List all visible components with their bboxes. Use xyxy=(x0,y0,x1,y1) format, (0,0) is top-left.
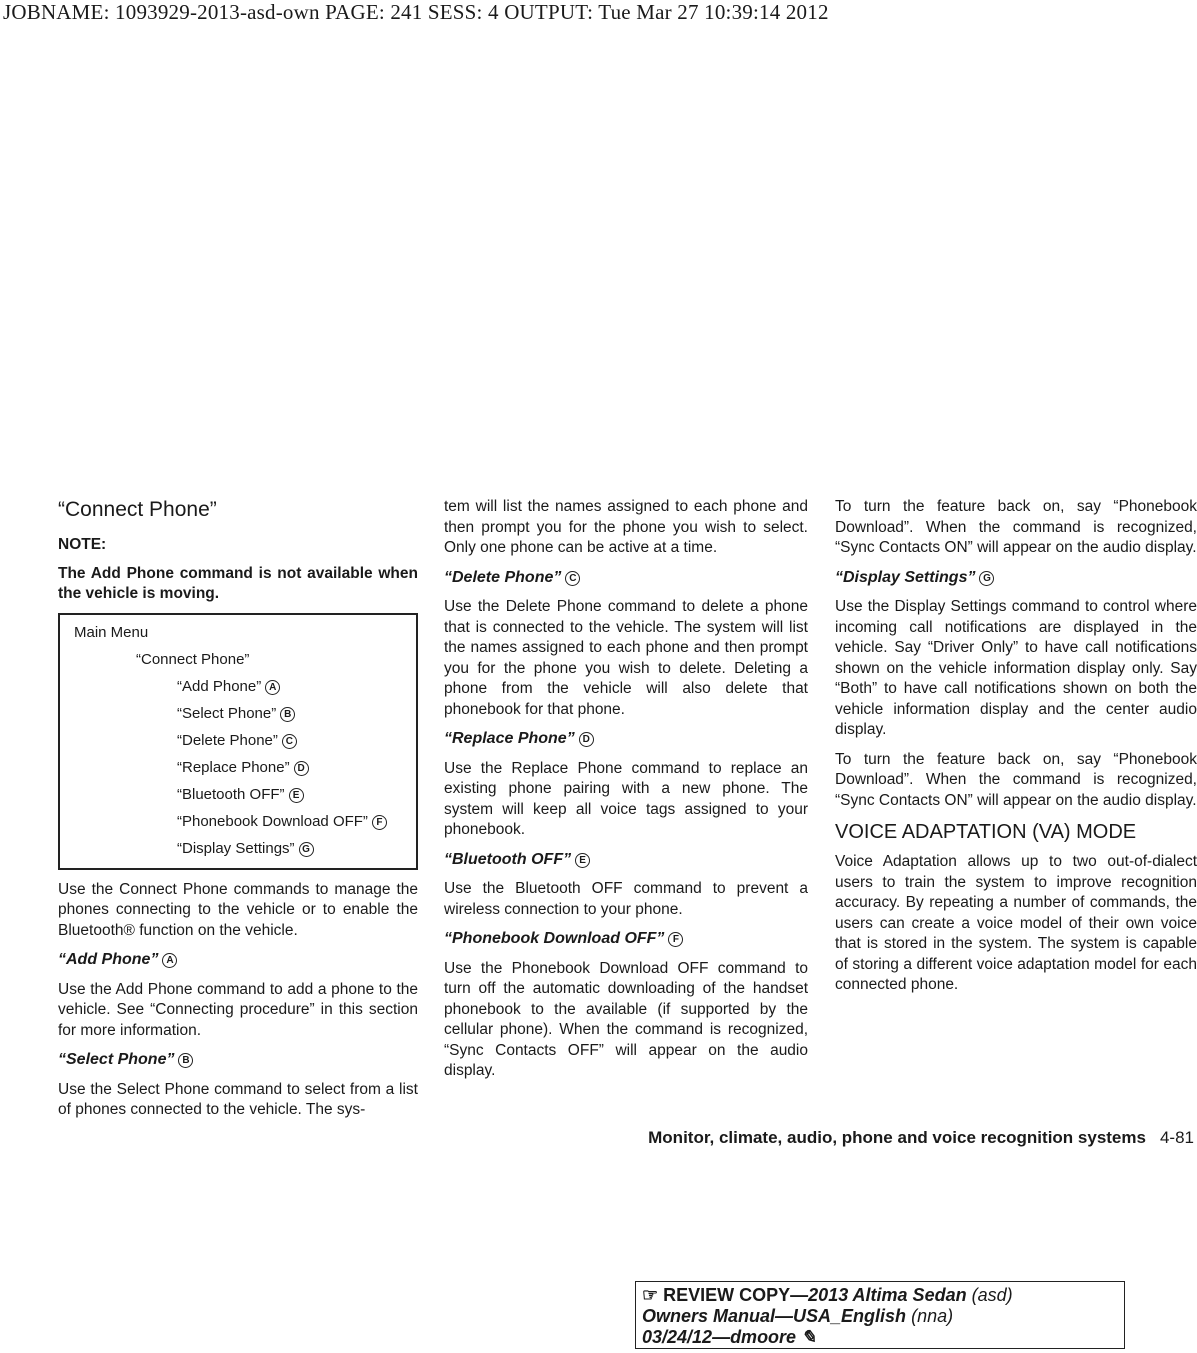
note-text: The Add Phone command is not available when the vehicle is moving. xyxy=(58,564,418,602)
column-1 xyxy=(58,497,418,1130)
review-copy-box xyxy=(635,1281,1125,1349)
menu-item: “Delete Phone” C xyxy=(74,727,406,754)
review-model: 2013 Altima Sedan xyxy=(808,1285,967,1305)
delete-phone-heading: “Delete Phone” C xyxy=(444,568,808,589)
va-text: Voice Adaptation allows up to two out-of-dialect users to train the system to improve recognition accuracy. By repeating a number of commands, the users can create a voice model of their own voice that is stored in the system. The system is capable of storing a different voice adaptation model for each connected phone. xyxy=(835,853,1197,993)
menu-item: “Add Phone” A xyxy=(74,673,406,700)
display-settings-heading: “Display Settings” G xyxy=(835,568,1197,589)
page-number: 4-81 xyxy=(1159,1128,1194,1147)
turn-on-text-2: To turn the feature back on, say “Phonebook Download”. When the command is recognized, “Sync Contacts ON” will appear on the audio display. xyxy=(835,750,1197,809)
replace-phone-heading: “Replace Phone” D xyxy=(444,729,808,750)
footer-section: Monitor, climate, audio, phone and voice recognition systems xyxy=(648,1128,1146,1147)
display-settings-text: Use the Display Settings command to control where incoming call notifications are displayed in the vehicle. Say “Driver Only” to have call notifications shown on the vehicle information display only. Say “Both” to have call notifications shown on both the vehicle information display and the center audio display. xyxy=(835,598,1197,738)
menu-root: Main Menu xyxy=(74,623,149,641)
job-header: JOBNAME: 1093929-2013-asd-own PAGE: 241 SESS: 4 OUTPUT: Tue Mar 27 10:39:14 2012 xyxy=(3,0,829,24)
menu-item: “Display Settings” G xyxy=(74,835,406,862)
menu-tree-box xyxy=(58,613,418,870)
phonebook-off-heading: “Phonebook Download OFF” F xyxy=(444,929,808,950)
select-phone-cont: tem will list the names assigned to each phone and then prompt you for the phone you wish to select. Only one phone can be active at a time. xyxy=(444,498,808,556)
badge-b-icon: B xyxy=(280,707,295,722)
select-phone-text: Use the Select Phone command to select from a list of phones connected to the vehicle. The sys- xyxy=(58,1080,418,1118)
badge-b-icon: B xyxy=(178,1053,193,1068)
badge-c-icon: C xyxy=(282,734,297,749)
review-prefix: ☞ REVIEW COPY— xyxy=(642,1285,809,1305)
menu-item: “Select Phone” B xyxy=(74,700,406,727)
review-model-code: (asd) xyxy=(971,1285,1013,1305)
badge-f-icon: F xyxy=(668,932,683,947)
badge-d-icon: D xyxy=(579,732,594,747)
turn-on-text-1: To turn the feature back on, say “Phonebook Download”. When the command is recognized, “Sync Contacts ON” will appear on the audio display. xyxy=(835,498,1197,556)
intro-text: Use the Connect Phone commands to manage the phones connecting to the vehicle or to enable the Bluetooth® function on the vehicle. xyxy=(58,880,418,939)
select-phone-heading: “Select Phone” B xyxy=(58,1050,418,1071)
section-title: “Connect Phone” xyxy=(58,498,217,521)
bluetooth-off-heading: “Bluetooth OFF” E xyxy=(444,850,808,871)
badge-c-icon: C xyxy=(565,571,580,586)
menu-item: “Replace Phone” D xyxy=(74,754,406,781)
column-2 xyxy=(444,497,808,1091)
phonebook-off-text: Use the Phonebook Download OFF command to turn off the automatic downloading of the handset phonebook to the available (if supported by the cellular phone). When the command is recognized, “Sync Contacts OFF” will appear on the audio display. xyxy=(444,959,808,1079)
va-section-title: VOICE ADAPTATION (VA) MODE xyxy=(835,821,1137,843)
delete-phone-text: Use the Delete Phone command to delete a phone that is connected to the vehicle. The system will list the names assigned to each phone and then prompt you for the phone you wish to delete. Deleting a phone from the vehicle will also delete that phonebook for that phone. xyxy=(444,598,808,718)
badge-f-icon: F xyxy=(372,815,387,830)
review-date: 03/24/12—dmoore ✎ xyxy=(642,1327,817,1347)
note-label: NOTE: xyxy=(58,536,107,553)
add-phone-text: Use the Add Phone command to add a phone to the vehicle. See “Connecting procedure” in this section for more information. xyxy=(58,980,418,1039)
badge-e-icon: E xyxy=(289,788,304,803)
badge-g-icon: G xyxy=(299,842,314,857)
badge-g-icon: G xyxy=(979,571,994,586)
menu-sub: “Connect Phone” xyxy=(136,650,250,668)
review-manual-code: (nna) xyxy=(911,1306,954,1326)
add-phone-heading: “Add Phone” A xyxy=(58,950,418,971)
menu-item: “Phonebook Download OFF” F xyxy=(74,808,406,835)
badge-e-icon: E xyxy=(575,853,590,868)
badge-d-icon: D xyxy=(294,761,309,776)
badge-a-icon: A xyxy=(162,953,177,968)
replace-phone-text: Use the Replace Phone command to replace an existing phone pairing with a new phone. The system will keep all voice tags assigned to your phonebook. xyxy=(444,759,808,838)
page-footer xyxy=(648,1128,1194,1148)
badge-a-icon: A xyxy=(265,680,280,695)
column-3 xyxy=(835,497,1197,1005)
review-manual: Owners Manual—USA_English xyxy=(642,1306,907,1326)
bluetooth-off-text: Use the Bluetooth OFF command to prevent a wireless connection to your phone. xyxy=(444,880,808,918)
menu-item: “Bluetooth OFF” E xyxy=(74,781,406,808)
